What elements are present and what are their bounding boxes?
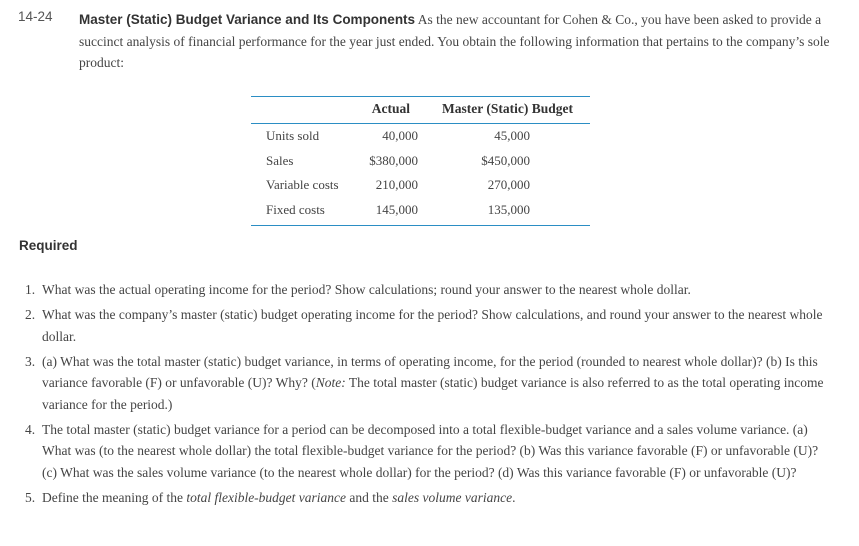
row-master-value: 45,000 <box>494 128 530 143</box>
term-total-flexible-budget-variance: total flexible-budget variance <box>186 489 347 505</box>
row-master-value: 135,000 <box>487 201 530 217</box>
row-actual-value: 145,000 <box>375 201 418 217</box>
question-text: Define the meaning of the <box>42 489 187 505</box>
row-actual-value: 40,000 <box>382 128 418 143</box>
header-master-budget: Master (Static) Budget <box>442 101 573 116</box>
term-sales-volume-variance: sales volume variance <box>392 489 513 505</box>
required-questions <box>25 279 825 512</box>
product-data-table <box>251 96 590 226</box>
table-header-row <box>251 97 590 124</box>
note-label: Note: <box>315 375 346 390</box>
question-item <box>25 279 825 301</box>
row-label: Sales <box>266 152 294 168</box>
problem-number: 14-24 <box>18 9 53 24</box>
question-text: The total master (static) budget variance for a period can be decomposed into a total flexible-budget variance and a sales volume variance. (a) What was (to the nearest whole dollar) the total flexible-budget variance for the period? (b) Was this variance favorable (F) or unfavorable (U)? (c) What was the sales volume variance (to the nearest whole dollar) for the period? (d) Was this variance favorable (F) or unfavorable (U)? <box>42 421 819 480</box>
table-body <box>251 124 590 225</box>
question-item <box>25 351 825 416</box>
question-number: 4. <box>25 421 36 437</box>
row-actual-value: 210,000 <box>375 177 418 192</box>
header-actual: Actual <box>371 101 410 116</box>
question-text-cont: and the <box>346 489 393 505</box>
row-master-value: 270,000 <box>487 177 530 192</box>
row-label: Units sold <box>266 128 320 143</box>
question-text: (a) What was the total master (static) budget variance, in terms of operating income, for the period (rounded to nearest whole dollar)? (b) Is this variance favorable (F) or unfavorable (U)? Why? ( <box>42 353 818 390</box>
question-text: What was the actual operating income for the period? Show calculations; round your answer to the nearest whole dollar. <box>42 282 691 297</box>
question-number: 3. <box>25 353 36 369</box>
question-text-end: . <box>512 489 516 505</box>
question-item <box>25 487 825 509</box>
table-row <box>251 149 590 174</box>
problem-intro-text: As the new accountant for Cohen & Co., you have been asked to provide a succinct analysis of financial performance for the year just ended. You obtain the following information that pertains to the company’s sole product: <box>79 12 830 70</box>
table-row <box>251 173 590 198</box>
required-title: Required <box>19 238 78 253</box>
question-number: 1. <box>25 282 36 297</box>
problem-heading: Master (Static) Budget Variance and Its Components <box>79 12 416 27</box>
row-master-value: $450,000 <box>481 152 530 168</box>
question-text-cont: The total master (static) budget variance is also referred to as the total operating income variance for the period.) <box>42 375 824 412</box>
question-number: 2. <box>25 307 36 322</box>
question-item <box>25 419 825 484</box>
row-label: Fixed costs <box>266 201 325 217</box>
row-label: Variable costs <box>266 177 339 192</box>
problem-intro <box>79 9 849 74</box>
question-item <box>25 304 825 347</box>
row-actual-value: $380,000 <box>369 152 418 168</box>
question-text: What was the company’s master (static) budget operating income for the period? Show calculations, and round your answer to the nearest whole dollar. <box>42 307 823 344</box>
question-number: 5. <box>25 489 36 505</box>
table-row <box>251 124 590 149</box>
table-row <box>251 198 590 223</box>
